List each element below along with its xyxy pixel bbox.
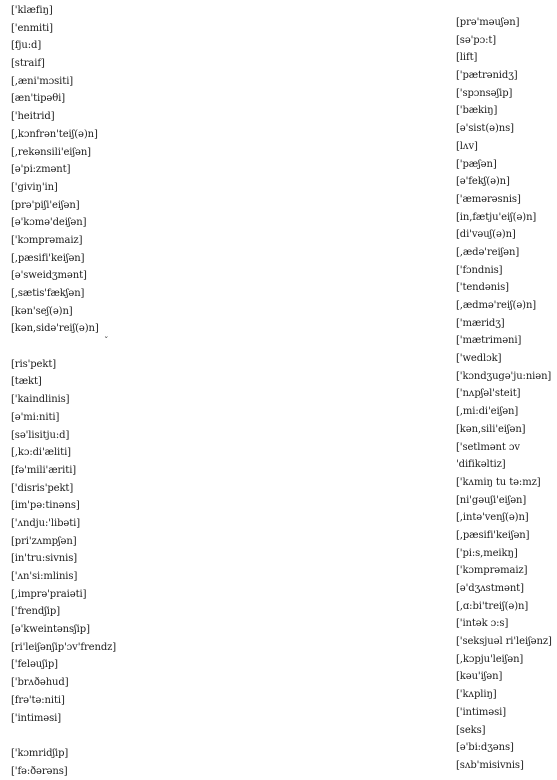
transcription-entry: ['spɔnsəʃip] [456,87,513,99]
transcription-entry: [di'vəuʃ(ə)n] [456,229,516,241]
transcription-entry: [sʌb'misivnis] [456,759,524,771]
transcription-entry: ['pæʃən] [456,158,497,170]
group-spacer [11,727,271,745]
transcription-entry: [frə'tə:niti] [11,694,65,706]
transcription-entry: ['pi:s,meikŋ] [456,547,518,559]
transcription-entry: [,kɔpju'leiʃən] [456,653,524,665]
transcription-entry: [kən,sidə'reiʃ(ə)n] [11,323,99,335]
transcription-entry: ['pætrənidʒ] [456,70,518,82]
transcription-entry: ['enmiti] [11,22,53,34]
left-transcription-column [11,2,271,780]
transcription-entry: ['seksjuəl ri'leiʃənz] [456,636,552,648]
transcription-entry: [ə'bi:dʒəns] [456,742,514,754]
transcription-entry: [ə'sweidʒmənt] [11,270,87,282]
transcription-entry: [ə'kweintənsʃip] [11,624,90,636]
transcription-entry: ['ʌn'si:mlinis] [11,571,78,582]
transcription-entry: ['intək ɔ:s] [456,618,509,630]
transcription-entry: [ə'pi:zmənt] [11,164,71,176]
transcription-entry: ['brʌðəhud] [11,677,69,689]
transcription-entry: ['wedlɔk] [456,353,502,365]
transcription-entry: [ə'mi:niti] [11,411,60,423]
transcription-entry: [,intə'venʃ(ə)n] [456,512,529,524]
transcription-entry: ['kʌmiŋ tu tə:mz] [456,476,541,488]
transcription-entry: [æn'tipəθi] [11,93,66,105]
transcription-entry: [,pæsifi'keiʃən] [456,529,530,541]
transcription-entry: [,sætis'fækʃən] [11,288,85,299]
transcription-entry: [in,fætju'eiʃ(ə)n] [456,211,537,223]
transcription-entry: [lift] [456,52,478,64]
transcription-entry: ['kaindlinis] [11,394,70,406]
transcription-entry: [pri'zʌmpʃən] [11,535,77,547]
transcription-entry: [kən'seʃ(ə)n] [11,305,73,317]
transcription-entry: ['kɔmprəmaiz] [11,234,83,246]
transcription-entry: [ə'kɔmə'deiʃən] [11,217,87,229]
transcription-entry: [ə'fekʃ(ə)n] [456,176,510,188]
transcription-entry: ['heitrid] [11,111,55,123]
transcription-entry: [lʌv] [456,140,478,152]
transcription-entry: [prə'məuʃən] [456,17,520,28]
transcription-entry: [,kɔnfrən'teiʃ(ə)n] [11,128,98,140]
transcription-entry: ['nʌpʃəl'steit] [456,388,521,400]
transcription-entry: ['disris'pekt] [11,482,74,494]
transcription-entry: ['kɔmprəmaiz] [456,565,528,577]
transcription-entry: ['kɔndʒugə'ju:niən] [456,370,552,382]
transcription-entry: ['bækiŋ] [456,105,498,117]
transcription-entry: ['mætriməni] [456,335,522,347]
transcription-entry: [,pæsifi'keiʃən] [11,252,85,264]
transcription-entry: [,ɑ:bi'treiʃ(ə)n] [456,600,529,612]
transcription-entry: [,æni'mɔsiti] [11,75,74,87]
transcription-entry: [ə'dʒʌstmənt] [456,583,524,594]
transcription-entry: [,kɔ:di'æliti] [11,447,71,459]
transcription-entry: [ə'sist(ə)ns] [456,123,514,135]
transcription-entry: [ni'gəuʃi'eiʃən] [456,494,527,506]
transcription-entry: ['kɔmridʃip] [11,747,69,759]
transcription-entry: [,imprə'praiəti] [11,588,87,600]
transcription-entry: [,ædə'reiʃən] [456,246,520,258]
transcription-entry: ['fə:ðərəns] [11,765,68,777]
transcription-entry: [prə'piʃi'eiʃən] [11,199,80,211]
transcription-entry: ['frendʃip] [11,606,61,618]
transcription-entry: [sə'lisitju:d] [11,429,70,441]
transcription-entry: ['klæfiŋ] [11,5,53,16]
transcription-entry: ['intiməsi] [11,712,62,724]
transcription-entry: ['feləuʃip] [11,659,58,671]
transcription-entry: [,mi:di'eiʃən] [456,406,519,418]
stray-pen-mark: ˇ [104,337,109,347]
transcription-entry: [ri'leiʃənʃip'ɔv'frendz] [11,641,117,653]
transcription-entry: ['æmərəsnis] [456,193,521,205]
transcription-entry: [kəu'iʃən] [456,671,503,683]
transcription-entry: [straif] [11,58,45,70]
transcription-entry: [tækt] [11,376,42,388]
transcription-entry: [fə'mili'æriti] [11,464,77,476]
transcription-entry: [,rekənsili'eiʃən] [11,146,91,158]
group-spacer [11,338,271,356]
transcription-entry: ['setlmənt ɔv [456,441,520,453]
transcription-entry: ['fɔndnis] [456,264,503,276]
right-transcription-column [456,14,557,775]
transcription-entry: ['giviŋ'in] [11,181,58,193]
transcription-entry: [ris'pekt] [11,358,57,370]
transcription-entry: ['tendənis] [456,282,509,294]
transcription-entry: [kən,sili'eiʃən] [456,423,526,435]
transcription-entry: [fju:d] [11,40,42,52]
transcription-entry: ['mæridʒ] [456,317,505,329]
transcription-entry: [im'pə:tinəns] [11,500,80,512]
transcription-entry: [in'tru:sivnis] [11,553,78,565]
transcription-entry: ['intiməsi] [456,706,507,718]
transcription-entry: [sə'pɔ:t] [456,34,497,46]
transcription-entry: [,ædmə'reiʃ(ə)n] [456,300,537,311]
transcription-entry: [seks] [456,724,486,736]
transcription-entry: ['ʌndju:'libəti] [11,517,81,529]
transcription-entry: 'difikəltiz] [456,459,506,471]
transcription-entry: ['kʌpliŋ] [456,689,497,701]
